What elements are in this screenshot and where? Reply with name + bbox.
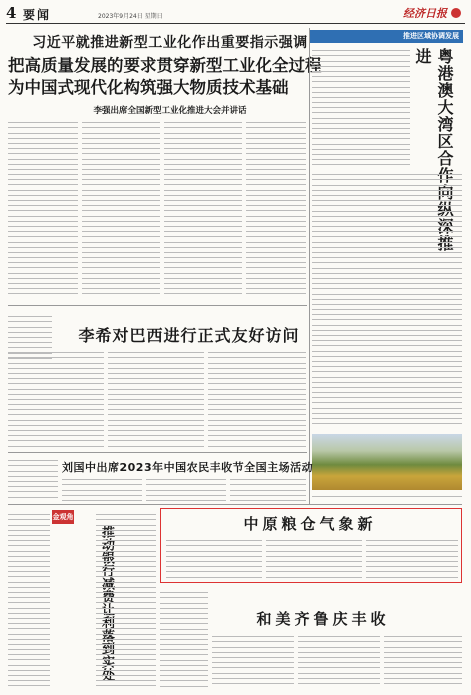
- article2-headline: 李希对巴西进行正式友好访问: [78, 326, 300, 345]
- masthead: [6, 4, 465, 24]
- text-line: [146, 496, 226, 501]
- text-line: [266, 572, 362, 577]
- text-line: [230, 496, 306, 501]
- right-column-kicker: 推进区域协调发展: [309, 30, 463, 43]
- article3-body-2: [146, 475, 226, 503]
- lead-subheadline: 李强出席全国新型工业化推进大会并讲话: [93, 106, 247, 116]
- paper-name: 经济日报: [403, 7, 447, 20]
- lead-body-col3: [164, 118, 242, 298]
- lead-body-col2: [82, 118, 160, 298]
- feature1-body-3: [366, 536, 458, 580]
- paper-logo-icon: [451, 8, 461, 18]
- text-line: [8, 289, 78, 294]
- commentary-tag: 金观角: [52, 510, 74, 524]
- right-body-top: [312, 46, 410, 166]
- text-line: [166, 572, 262, 577]
- feature1-body-2: [266, 536, 362, 580]
- photo-caption: [312, 492, 462, 502]
- text-line: [8, 492, 58, 497]
- article3-body-3: [230, 475, 306, 503]
- text-line: [312, 492, 462, 497]
- feature2-lead: [160, 588, 208, 688]
- text-line: [8, 681, 50, 686]
- article2-body-3: [208, 348, 306, 448]
- column-divider: [309, 28, 310, 504]
- text-line: [384, 679, 462, 684]
- commentary-headline: 推动银行减费让利落到实处: [99, 525, 114, 681]
- text-line: [298, 679, 380, 684]
- issue-date: 2023年9月24日 星期日: [98, 13, 163, 20]
- text-line: [160, 681, 208, 686]
- article3-body-1: [62, 475, 142, 503]
- feature2-body-3: [384, 632, 462, 688]
- text-line: [108, 441, 204, 446]
- article2-body-1: [8, 348, 104, 448]
- harvest-photo: [312, 434, 462, 490]
- section-divider-2: [8, 452, 307, 453]
- text-line: [208, 441, 306, 446]
- lead-body-col4: [246, 118, 306, 298]
- feature2-body-2: [298, 632, 380, 688]
- text-line: [312, 160, 410, 165]
- section-divider-3: [8, 504, 462, 505]
- article2-body-2: [108, 348, 204, 448]
- text-line: [164, 289, 242, 294]
- text-line: [366, 572, 458, 577]
- lead-headline-line2: 为中国式现代化构筑强大物质技术基础: [8, 78, 289, 97]
- text-line: [212, 679, 294, 684]
- section-divider-1: [8, 305, 307, 306]
- commentary-intro: [8, 510, 50, 688]
- feature2-body-1: [212, 632, 294, 688]
- text-line: [82, 289, 160, 294]
- feature1-body-1: [166, 536, 262, 580]
- commentary-body: [96, 510, 156, 688]
- text-line: [312, 419, 462, 424]
- page-number: 4: [6, 4, 17, 22]
- article3-sidebar: [8, 456, 58, 498]
- article3-headline: 刘国中出席2023年中国农民丰收节全国主场活动: [62, 461, 314, 474]
- right-body-mid: [312, 170, 462, 428]
- feature1-headline: 中原粮仓气象新: [243, 515, 377, 533]
- text-line: [8, 441, 104, 446]
- lead-body-col1: [8, 118, 78, 298]
- text-line: [246, 289, 306, 294]
- feature2-headline: 和美齐鲁庆丰收: [256, 610, 390, 628]
- text-line: [96, 681, 156, 686]
- text-line: [62, 496, 142, 501]
- lead-headline-line1: 把高质量发展的要求贯穿新型工业化全过程: [8, 56, 322, 75]
- lead-headline-kicker: 习近平就推进新型工业化作出重要指示强调: [32, 35, 308, 51]
- section-name: 要闻: [23, 8, 52, 22]
- right-column-headline: 粤港澳大湾区合作向纵深推进: [413, 48, 454, 252]
